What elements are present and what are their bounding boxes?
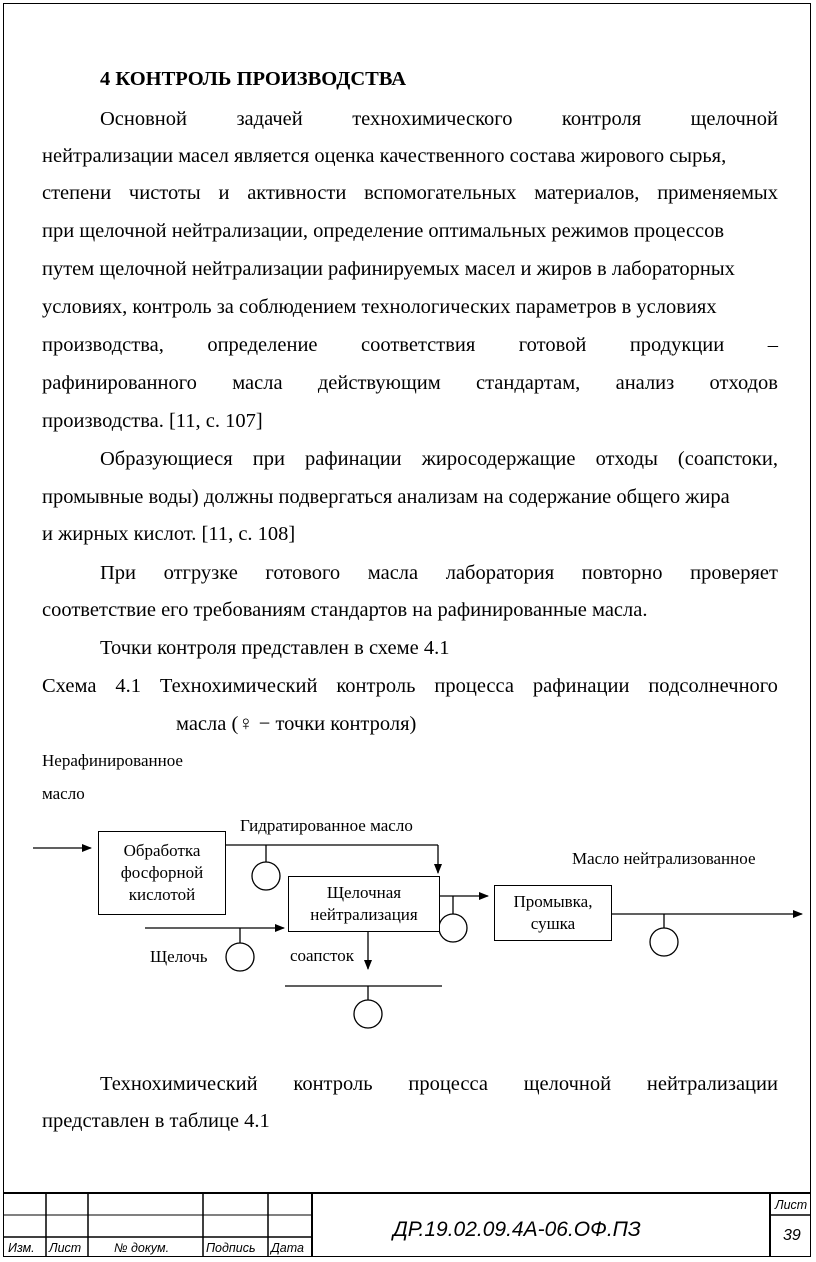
scheme-caption-line2: масла (♀ − точки контроля) (176, 713, 417, 735)
para2-line3: и жирных кислот. [11, с. 108] (42, 523, 296, 545)
para1-line6: условиях, контроль за соблюдением технологических параметров в условиях (42, 296, 717, 318)
box-washing-drying: Промывка, сушка (494, 885, 612, 941)
input-label-1: Нерафинированное (42, 751, 183, 770)
stamp-col-sign: Подпись (206, 1241, 256, 1255)
scheme-caption-line1: Схема 4.1 Технохимический контроль процесса рафинации подсолнечного (42, 675, 778, 697)
box-alkaline-neutralization: Щелочная нейтрализация (288, 876, 440, 932)
document-code: ДР.19.02.09.4А-06.ОФ.ПЗ (393, 1218, 641, 1241)
para1-line8: рафинированного масла действующим стандартам, анализ отходов (42, 372, 778, 394)
para2-line2: промывные воды) должны подвергаться анализам на содержание общего жира (42, 486, 730, 508)
input-label-2: масло (42, 784, 85, 803)
para1-line1: Основной задачей технохимического контроля щелочной (100, 108, 778, 130)
output-label: Масло нейтрализованное (572, 849, 756, 868)
stamp-col-date: Дата (271, 1241, 304, 1255)
para2-line1: Образующиеся при рафинации жиросодержащие отходы (соапстоки, (100, 448, 778, 470)
soapstock-label: соапсток (290, 946, 354, 965)
para1-line2: нейтрализации масел является оценка качественного состава жирового сырья, (42, 145, 727, 167)
box-phosphoric-acid-treatment: Обработка фосфорной кислотой (98, 831, 226, 915)
para5-line1: Технохимический контроль процесса щелочной нейтрализации (100, 1073, 778, 1095)
sheet-number: 39 (783, 1227, 801, 1244)
stamp-col-izm: Изм. (8, 1241, 35, 1255)
stamp-col-list: Лист (49, 1241, 82, 1255)
sheet-label: Лист (775, 1198, 808, 1212)
alkali-label: Щелочь (150, 947, 208, 966)
para3-line1: При отгрузке готового масла лаборатория повторно проверяет (100, 562, 778, 584)
para4: Точки контроля представлен в схеме 4.1 (100, 637, 450, 659)
para1-line4: при щелочной нейтрализации, определение оптимальных режимов процессов (42, 220, 725, 242)
para5-line2: представлен в таблице 4.1 (42, 1110, 270, 1132)
para1-line7: производства, определение соответствия готовой продукции – (42, 334, 778, 356)
stamp-col-doc: № докум. (114, 1241, 170, 1255)
section-heading: 4 КОНТРОЛЬ ПРОИЗВОДСТВА (100, 68, 406, 90)
para1-line3: степени чистоты и активности вспомогательных материалов, применяемых (42, 182, 778, 204)
para1-line9: производства. [11, с. 107] (42, 410, 263, 432)
hydrated-oil-label: Гидратированное масло (240, 816, 413, 835)
para3-line2: соответствие его требованиям стандартов на рафинированные масла. (42, 599, 648, 621)
para1-line5: путем щелочной нейтрализации рафинируемых масел и жиров в лабораторных (42, 258, 735, 280)
